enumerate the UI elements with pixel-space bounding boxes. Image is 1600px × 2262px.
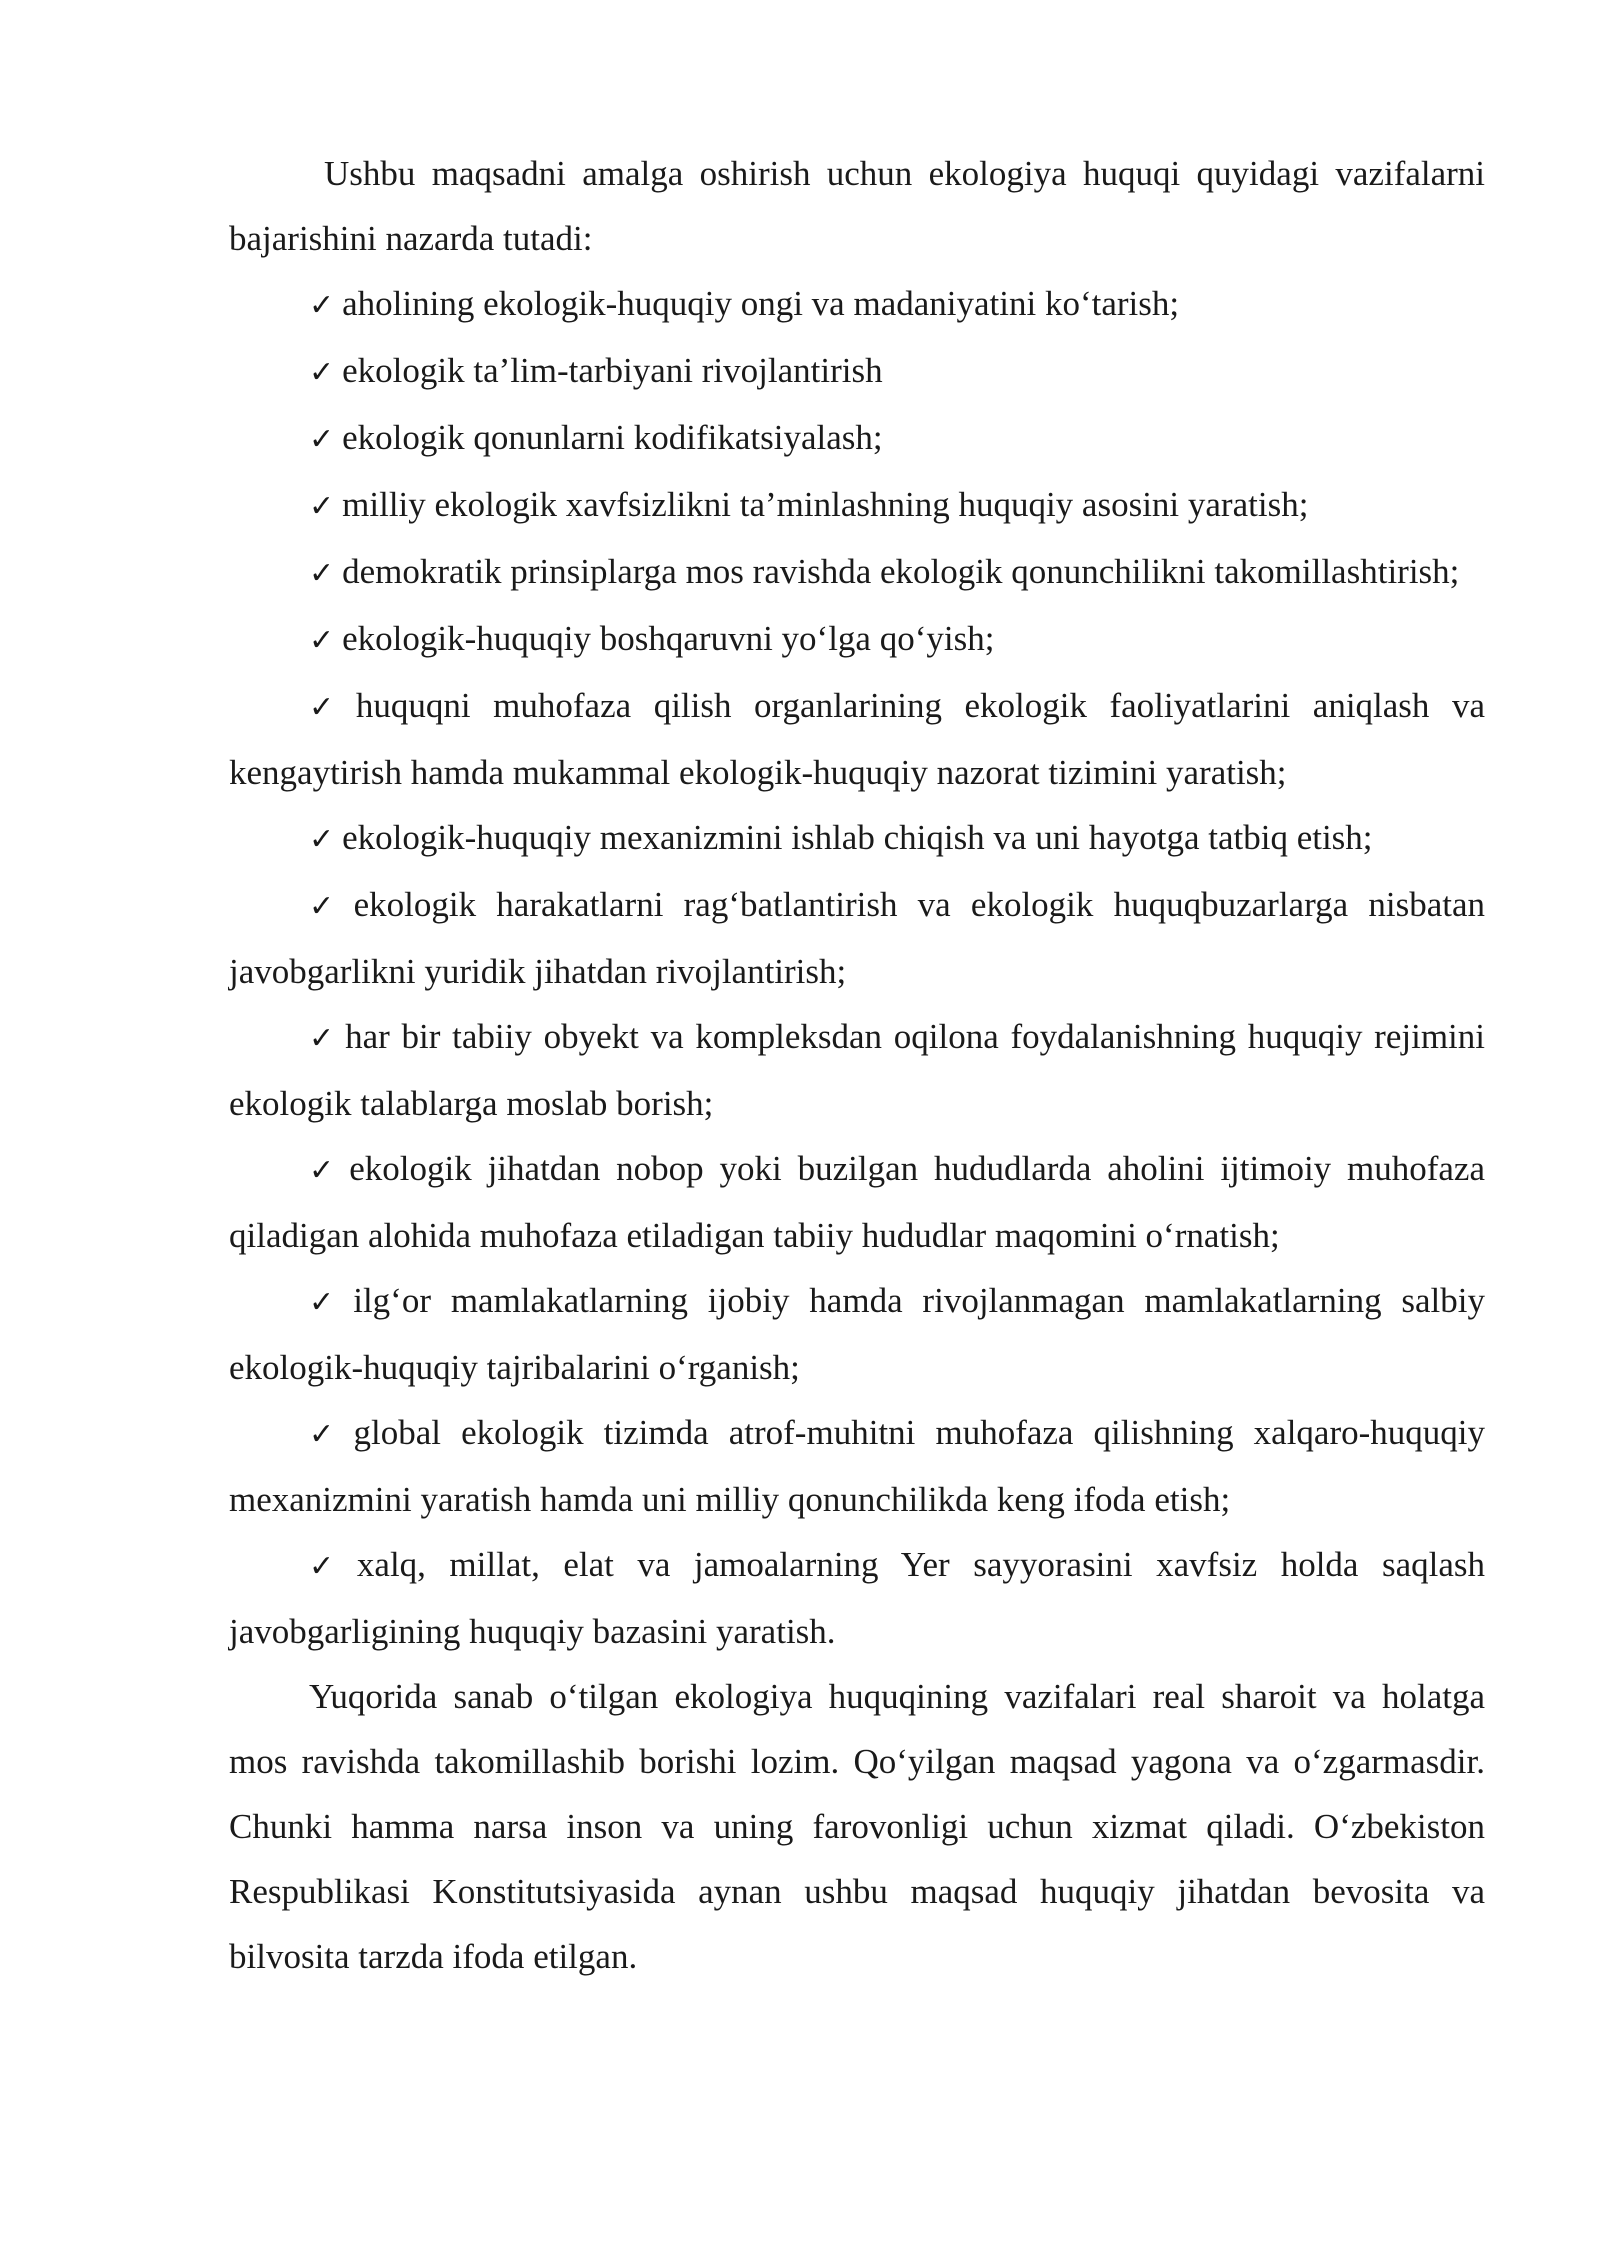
document-body [229, 141, 1485, 1989]
checkmark-icon: ✓ [309, 1153, 342, 1188]
checkmark-icon: ✓ [309, 1285, 346, 1320]
checkmark-icon: ✓ [309, 822, 335, 857]
conclusion-paragraph: Yuqorida sanab o‘tilgan ekologiya huquqining vazifalari real sharoit va holatga mos ravishda takomillashib borishi lozim. Qo‘yilgan maqsad yagona va o‘zgarmasdir. Chunki hamma narsa inson va uning farovonligi uchun xizmat qiladi. O‘zbekiston Respublikasi Konstitutsiyasida aynan ushbu maqsad huquqiy jihatdan bevosita va bilvosita tarzda ifoda etilgan. [229, 1677, 1485, 1976]
list-item [229, 539, 1485, 606]
list-item [229, 405, 1485, 472]
list-item-text: har bir tabiiy obyekt va kompleksdan oqilona foydalanishning huquqiy rejimini ekologik talablarga moslab borish; [229, 1017, 1485, 1123]
checkmark-icon: ✓ [309, 355, 335, 390]
list-item-text: huquqni muhofaza qilish organlarining ekologik faoliyatlarini aniqlash va kengaytirish hamda mukammal ekologik-huquqiy nazorat tizimini yaratish; [229, 686, 1485, 792]
list-item [229, 271, 1485, 338]
list-item-text: demokratik prinsiplarga mos ravishda ekologik qonunchilikni takomillashtirish; [342, 552, 1460, 591]
list-item [229, 673, 1485, 805]
list-item [229, 1400, 1485, 1532]
list-item [229, 1136, 1485, 1268]
list-item-text: aholining ekologik-huquqiy ongi va madaniyatini ko‘tarish; [342, 284, 1180, 323]
list-item [229, 472, 1485, 539]
list-item-text: xalq, millat, elat va jamoalarning Yer sayyorasini xavfsiz holda saqlash javobgarligining huquqiy bazasini yaratish. [229, 1545, 1486, 1651]
list-item-text: ekologik jihatdan nobop yoki buzilgan hududlarda aholini ijtimoiy muhofaza qiladigan alohida muhofaza etiladigan tabiiy hududlar maqomini o‘rnatish; [229, 1149, 1486, 1255]
checkmark-icon: ✓ [309, 889, 346, 924]
intro-paragraph: Ushbu maqsadni amalga oshirish uchun ekologiya huquqi quyidagi vazifalarni bajarishini nazarda tutadi: [229, 154, 1485, 258]
list-item-text: ekologik-huquqiy boshqaruvni yo‘lga qo‘yish; [342, 619, 995, 658]
list-item [229, 872, 1485, 1004]
list-item [229, 1532, 1485, 1664]
task-list [229, 271, 1485, 1664]
checkmark-icon: ✓ [309, 690, 348, 725]
checkmark-icon: ✓ [309, 288, 335, 323]
list-item-text: ekologik harakatlarni rag‘batlantirish va ekologik huquqbuzarlarga nisbatan javobgarlikni yuridik jihatdan rivojlantirish; [229, 885, 1485, 991]
list-item [229, 1004, 1485, 1136]
checkmark-icon: ✓ [309, 623, 335, 658]
list-item [229, 606, 1485, 673]
checkmark-icon: ✓ [309, 556, 335, 591]
list-item-text: ekologik ta’lim-tarbiyani rivojlantirish [342, 351, 883, 390]
list-item-text: global ekologik tizimda atrof-muhitni muhofaza qilishning xalqaro-huquqiy mexanizmini yaratish hamda uni milliy qonunchilikda keng ifoda etish; [229, 1413, 1485, 1519]
list-item-text: ekologik qonunlarni kodifikatsiyalash; [342, 418, 883, 457]
checkmark-icon: ✓ [309, 489, 335, 524]
list-item [229, 1268, 1485, 1400]
list-item-text: ilg‘or mamlakatlarning ijobiy hamda rivojlanmagan mamlakatlarning salbiy ekologik-huquqiy tajribalarini o‘rganish; [229, 1281, 1486, 1387]
list-item [229, 805, 1485, 872]
checkmark-icon: ✓ [309, 422, 335, 457]
list-item-text: ekologik-huquqiy mexanizmini ishlab chiqish va uni hayotga tatbiq etish; [342, 818, 1373, 857]
list-item [229, 338, 1485, 405]
checkmark-icon: ✓ [309, 1021, 338, 1056]
checkmark-icon: ✓ [309, 1549, 349, 1584]
checkmark-icon: ✓ [309, 1417, 346, 1452]
list-item-text: milliy ekologik xavfsizlikni ta’minlashning huquqiy asosini yaratish; [342, 485, 1309, 524]
